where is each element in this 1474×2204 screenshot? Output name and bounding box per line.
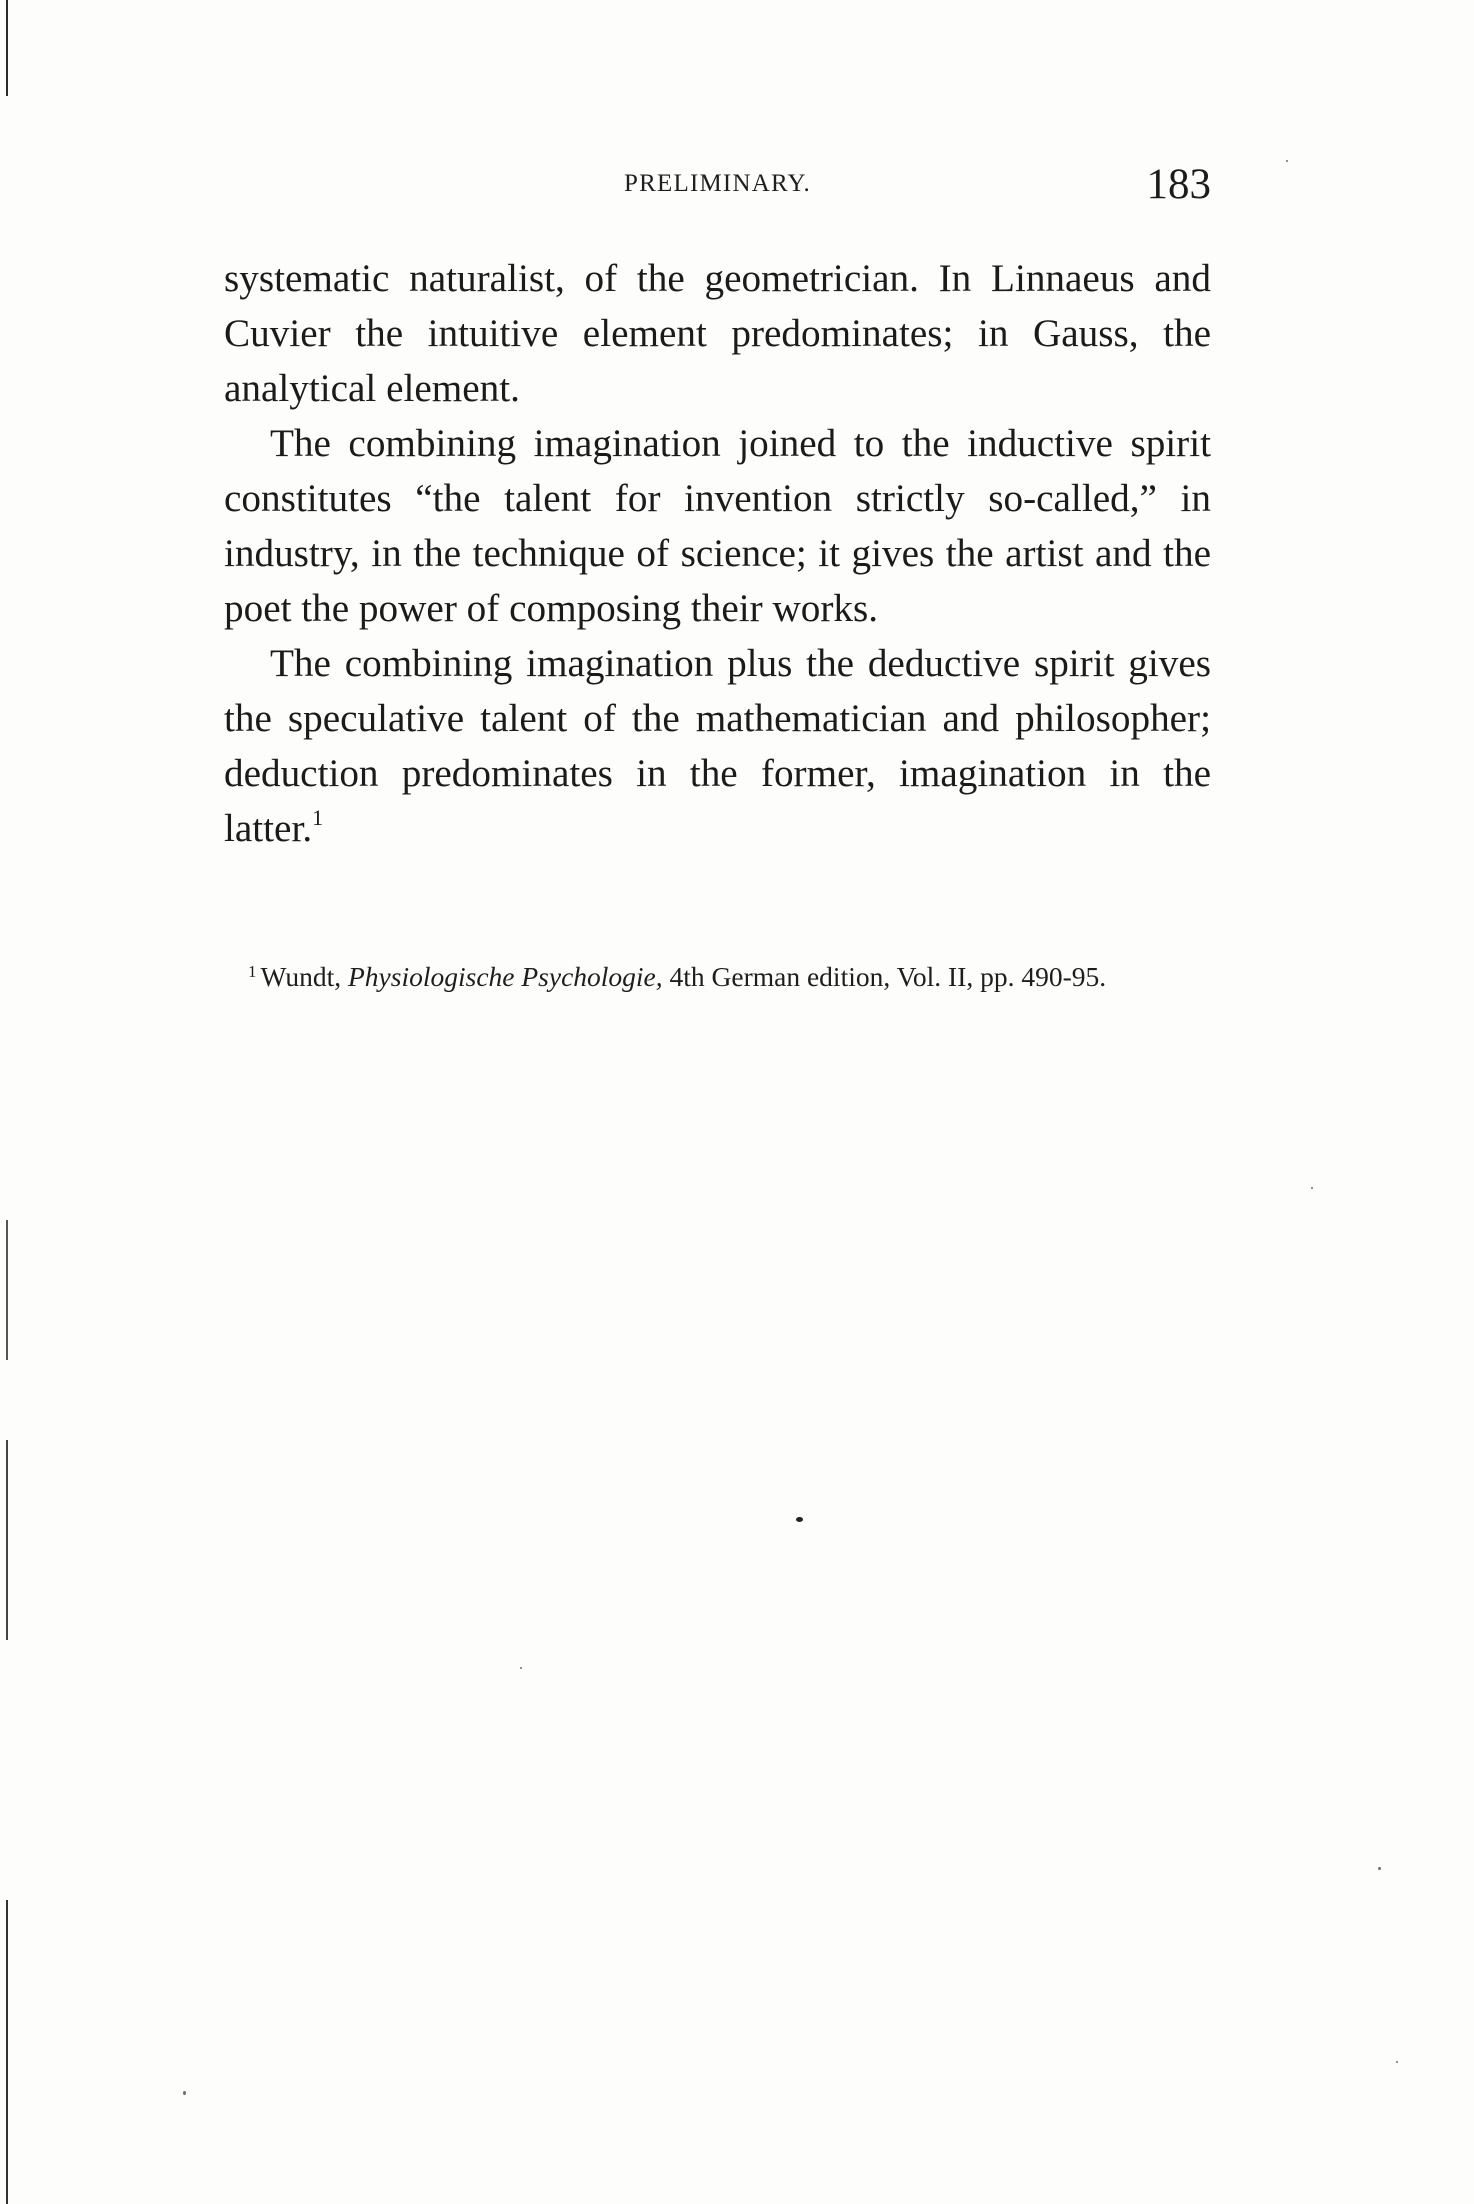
paragraph-text: systematic naturalist, of the geometrician. In Linnaeus and Cuvier the intuitive element predominates; in Gauss, the analytical element. xyxy=(224,257,1211,410)
footnote xyxy=(224,950,1211,998)
footnote-marker: 1 xyxy=(248,962,257,981)
scan-edge-mark xyxy=(6,1440,8,1640)
paragraph-text: The combining imagination joined to the inductive spirit constitutes “the talent for invention strictly so-called,” in industry, in the technique of science; it gives the artist and the poet the power of composing their works. xyxy=(224,422,1211,630)
scan-edge-mark xyxy=(6,1220,8,1360)
scan-speck xyxy=(183,2091,186,2095)
running-head xyxy=(224,160,1211,220)
page-number: 183 xyxy=(1146,161,1211,208)
paragraph xyxy=(224,636,1211,856)
scan-edge-mark xyxy=(6,0,8,96)
scan-speck xyxy=(1396,2061,1398,2063)
scan-edge-mark xyxy=(6,1900,8,2204)
scan-speck xyxy=(1286,160,1288,162)
footnote-details: 4th German edition, Vol. II, pp. 490-95. xyxy=(669,961,1107,992)
paragraph-text: The combining imagination plus the deductive spirit gives the speculative talent of the mathematician and philosopher; deduction predominates in the former, imagination in the latter. xyxy=(224,642,1211,850)
running-title: PRELIMINARY. xyxy=(624,170,811,197)
footnote-reference: 1 xyxy=(312,805,324,830)
paragraph xyxy=(224,251,1211,416)
scan-speck xyxy=(520,1667,522,1669)
scan-speck xyxy=(1311,1187,1313,1189)
scan-speck xyxy=(1378,1867,1381,1870)
footnote-work-title: Physiologische Psychologie, xyxy=(348,961,663,992)
footnote-author: Wundt, xyxy=(260,961,342,992)
paragraph xyxy=(224,416,1211,636)
body-text xyxy=(224,251,1211,856)
scan-speck xyxy=(796,1517,803,1522)
